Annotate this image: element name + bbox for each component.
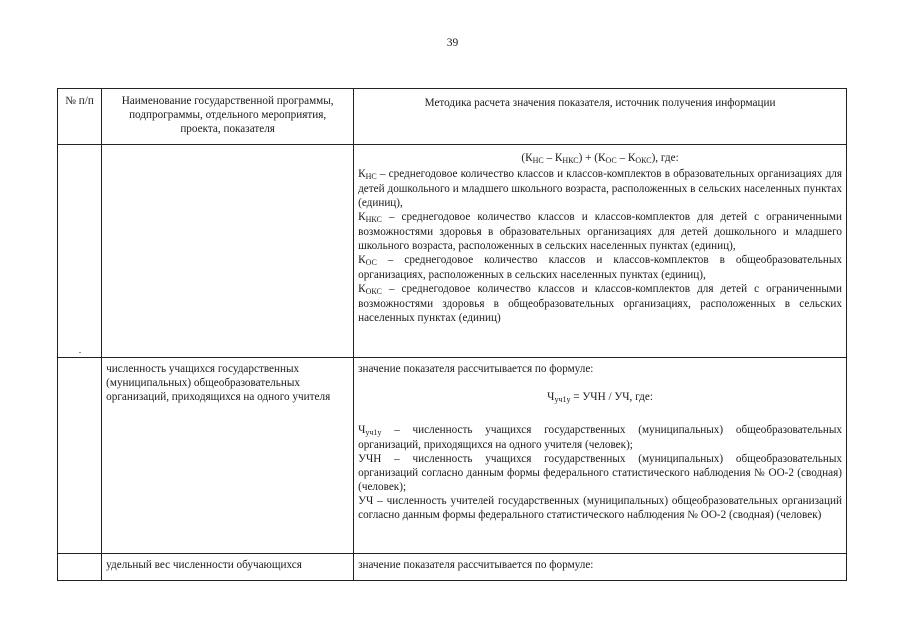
- row1-name-cell: [102, 145, 354, 358]
- header-num: [58, 89, 102, 145]
- row2-formula-rest: = УЧН / УЧ, где:: [570, 391, 653, 403]
- row1-definition-subscript: ОКС: [365, 287, 382, 296]
- row1-definition-subscript: НКС: [365, 215, 382, 224]
- row1-definition: [358, 282, 842, 325]
- header-name: [102, 89, 354, 145]
- row1-definition-symbol: К: [358, 254, 366, 266]
- row1-definition-text: – среднегодовое количество классов и классов-комплектов в образовательных организациях для детей дошкольного и младшего школьного возраста, расположенных в сельских населенных пунктах (единиц),: [358, 168, 842, 209]
- page-number: 39: [446, 37, 459, 49]
- row2-name-cell: [102, 358, 354, 554]
- row1-definition: [358, 253, 842, 282]
- scan-mark: [79, 352, 81, 353]
- row1-definition-text: – среднегодовое количество классов и классов-комплектов для детей с ограниченными возможностями здоровья в общеобразовательных организациях, расположенных в сельских населенных пунктах (единиц): [358, 283, 842, 324]
- table-row: [58, 358, 847, 554]
- row2-definition-text: – численность учащихся государственных (муниципальных) общеобразовательных организаций, приходящихся на одного учителя (человек);: [358, 424, 842, 451]
- header-name-text: Наименование государственной программы, подпрограммы, отдельного мероприятия, проекта, показателя: [121, 95, 334, 135]
- row3-method-cell: [354, 554, 847, 581]
- indicator-table: [57, 88, 847, 581]
- row2-definition: [358, 494, 842, 522]
- row1-definition-symbol: К: [358, 283, 366, 295]
- table-header-row: [58, 89, 847, 145]
- header-num-text: № п/п: [65, 95, 94, 107]
- row2-method-cell: [354, 358, 847, 554]
- row3-name: удельный вес численности обучающихся: [106, 559, 302, 571]
- row2-name: численность учащихся государственных (муниципальных) общеобразовательных организаций, приходящихся на одного учителя: [106, 363, 331, 403]
- row1-definition: [358, 210, 842, 253]
- row2-num-cell: [58, 358, 102, 554]
- table-row: [58, 554, 847, 581]
- row2-definition-symbol: УЧ: [358, 495, 374, 507]
- row2-definition-symbol: Ч: [358, 424, 366, 436]
- row1-definitions: [358, 167, 842, 325]
- header-method: [354, 89, 847, 145]
- row2-definition: [358, 423, 842, 452]
- row2-definition: [358, 452, 842, 494]
- row1-definition-text: – среднегодовое количество классов и классов-комплектов для детей с ограниченными возможностями здоровья в образовательных организациях для детей дошкольного и младшего школьного возраста, расположенных в сельских населенных пунктах (единиц),: [358, 211, 842, 252]
- row1-formula: (КНС – КНКС) + (КОС – КОКС), где:: [521, 152, 679, 165]
- row1-definition: [358, 167, 842, 210]
- row2-formula-sub: уч1у: [554, 395, 571, 404]
- row2-formula-sym: Ч: [547, 391, 555, 403]
- row2-definitions: [358, 423, 842, 522]
- row2-definition-text: – численность учащихся государственных (муниципальных) общеобразовательных организаций согласно данным формы федерального статистического наблюдения № ОО-2 (сводная) (человек);: [358, 453, 842, 493]
- row2-definition-subscript: уч1у: [365, 428, 382, 437]
- row1-definition-text: – среднегодовое количество классов и классов-комплектов в общеобразовательных организациях, расположенных в сельских населенных пунктах (единиц),: [358, 254, 842, 281]
- row3-name-cell: [102, 554, 354, 581]
- row2-intro: значение показателя рассчитывается по формуле:: [358, 363, 594, 375]
- row1-definition-subscript: НС: [365, 172, 377, 181]
- row1-definition-subscript: ОС: [365, 258, 377, 267]
- row3-num-cell: [58, 554, 102, 581]
- table-row: [58, 145, 847, 358]
- row3-intro: значение показателя рассчитывается по формуле:: [358, 559, 594, 571]
- row1-method-cell: [354, 145, 847, 358]
- row2-definition-text: – численность учителей государственных (муниципальных) общеобразовательных организаций согласно данным формы федерального статистического наблюдения № ОО-2 (сводная) (человек): [358, 495, 842, 521]
- row1-num-cell: [58, 145, 102, 358]
- header-method-text: Методика расчета значения показателя, источник получения информации: [424, 97, 776, 109]
- row2-formula: [358, 390, 842, 405]
- row1-definition-symbol: К: [358, 168, 366, 180]
- row1-definition-symbol: К: [358, 211, 366, 223]
- row2-definition-symbol: УЧН: [358, 453, 382, 465]
